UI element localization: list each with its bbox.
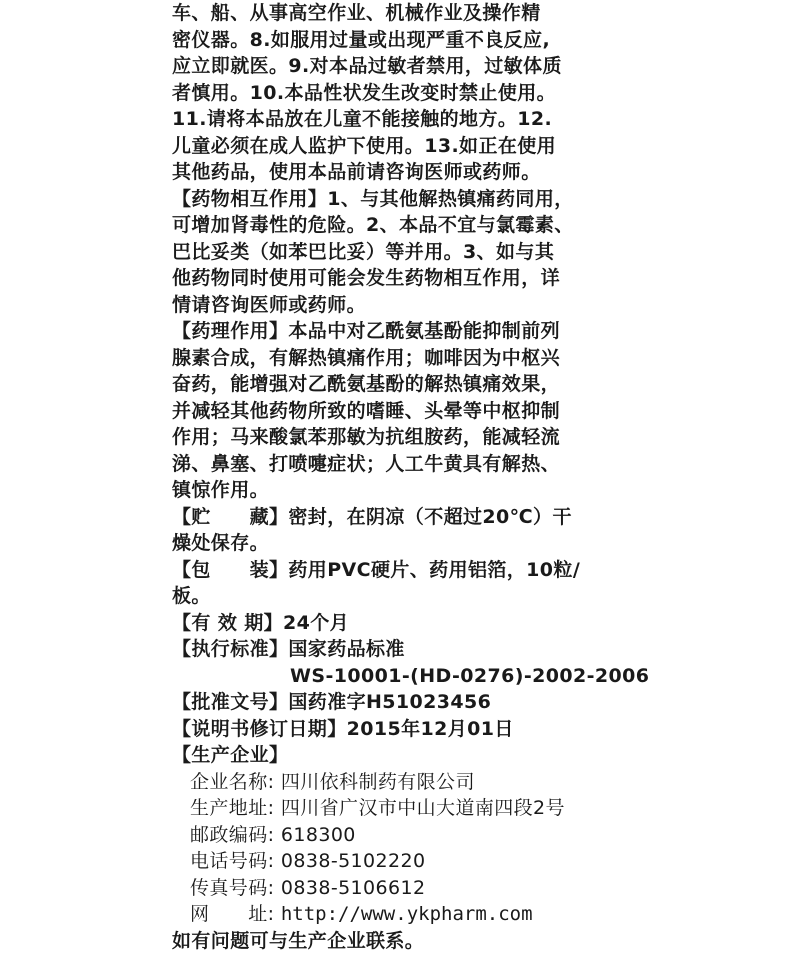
manufacturer-value: 0838-5106612 xyxy=(281,877,426,899)
package-section xyxy=(172,557,800,584)
precaution-line: 车、船、从事高空作业、机械作业及操作精 xyxy=(172,0,800,27)
pharmacology-line: 奋药，能增强对乙酰氨基酚的解热镇痛效果， xyxy=(172,371,800,398)
validity-section xyxy=(172,610,800,637)
manufacturer-value: 四川依科制药有限公司 xyxy=(281,771,475,793)
pharmacology-line: 涕、鼻塞、打喷嚏症状；人工牛黄具有解热、 xyxy=(172,451,800,478)
manufacturer-row xyxy=(172,848,800,875)
manufacturer-heading: 【生产企业】 xyxy=(172,742,800,769)
package-line: 板。 xyxy=(172,583,800,610)
manufacturer-label: 传真号码: xyxy=(190,877,274,899)
pharmacology-line: 作用；马来酸氯苯那敏为抗组胺药，能减轻流 xyxy=(172,424,800,451)
approval-section xyxy=(172,689,800,716)
interaction-heading: 【药物相互作用】 xyxy=(172,188,327,210)
storage-heading: 【贮 藏】 xyxy=(172,506,288,528)
storage-line: 密封，在阴凉（不超过20℃）干 xyxy=(288,506,571,528)
validity-value: 24个月 xyxy=(283,612,349,634)
storage-line: 燥处保存。 xyxy=(172,530,800,557)
precaution-line: 者慎用。10.本品性状发生改变时禁止使用。 xyxy=(172,80,800,107)
contact-note: 如有问题可与生产企业联系。 xyxy=(172,928,800,954)
website-link[interactable]: http://www.ykpharm.com xyxy=(281,903,533,925)
package-line: 药用PVC硬片、药用铝箔，10粒/ xyxy=(288,559,580,581)
standard-heading: 【执行标准】 xyxy=(172,638,288,660)
approval-value: 国药准字H51023456 xyxy=(288,691,491,713)
interaction-line: 巴比妥类（如苯巴比妥）等并用。3、如与其 xyxy=(172,239,800,266)
manufacturer-value: 0838-5102220 xyxy=(281,850,426,872)
pharmacology-heading: 【药理作用】 xyxy=(172,320,288,342)
manufacturer-label: 电话号码: xyxy=(190,850,274,872)
manufacturer-row xyxy=(172,901,800,928)
pharmacology-line: 腺素合成，有解热镇痛作用；咖啡因为中枢兴 xyxy=(172,345,800,372)
manufacturer-row xyxy=(172,875,800,902)
package-heading: 【包 装】 xyxy=(172,559,288,581)
precaution-line: 其他药品，使用本品前请咨询医师或药师。 xyxy=(172,159,800,186)
pharmacology-section xyxy=(172,318,800,345)
revision-heading: 【说明书修订日期】 xyxy=(172,718,347,740)
precaution-line: 密仪器。8.如服用过量或出现严重不良反应, xyxy=(172,27,800,54)
manufacturer-row xyxy=(172,795,800,822)
revision-value: 2015年12月01日 xyxy=(347,718,514,740)
manufacturer-row xyxy=(172,769,800,796)
manufacturer-label: 邮政编码: xyxy=(190,824,274,846)
storage-section xyxy=(172,504,800,531)
interaction-line: 1、与其他解热镇痛药同用， xyxy=(327,188,573,210)
manufacturer-label: 网 址: xyxy=(190,903,274,925)
pharmacology-line: 本品中对乙酰氨基酚能抑制前列 xyxy=(288,320,560,342)
interaction-line: 他药物同时使用可能会发生药物相互作用，详 xyxy=(172,265,800,292)
standard-section xyxy=(172,636,800,663)
interaction-section xyxy=(172,186,800,213)
manufacturer-value: 四川省广汉市中山大道南四段2号 xyxy=(281,797,565,819)
manufacturer-value: 618300 xyxy=(281,824,356,846)
precaution-line: 11.请将本品放在儿童不能接触的地方。12. xyxy=(172,106,800,133)
standard-code: WS-10001-(HD-0276)-2002-2006 xyxy=(172,663,800,690)
approval-heading: 【批准文号】 xyxy=(172,691,288,713)
interaction-line: 可增加肾毒性的危险。2、本品不宜与氯霉素、 xyxy=(172,212,800,239)
pharmacology-line: 镇惊作用。 xyxy=(172,477,800,504)
pharmacology-line: 并减轻其他药物所致的嗜睡、头晕等中枢抑制 xyxy=(172,398,800,425)
interaction-line: 情请咨询医师或药师。 xyxy=(172,292,800,319)
manufacturer-label: 生产地址: xyxy=(190,797,274,819)
revision-section xyxy=(172,716,800,743)
manufacturer-label: 企业名称: xyxy=(190,771,274,793)
validity-heading: 【有 效 期】 xyxy=(172,612,283,634)
precaution-line: 应立即就医。9.对本品过敏者禁用，过敏体质 xyxy=(172,53,800,80)
manufacturer-row xyxy=(172,822,800,849)
standard-line: 国家药品标准 xyxy=(288,638,404,660)
precaution-line: 儿童必须在成人监护下使用。13.如正在使用 xyxy=(172,133,800,160)
